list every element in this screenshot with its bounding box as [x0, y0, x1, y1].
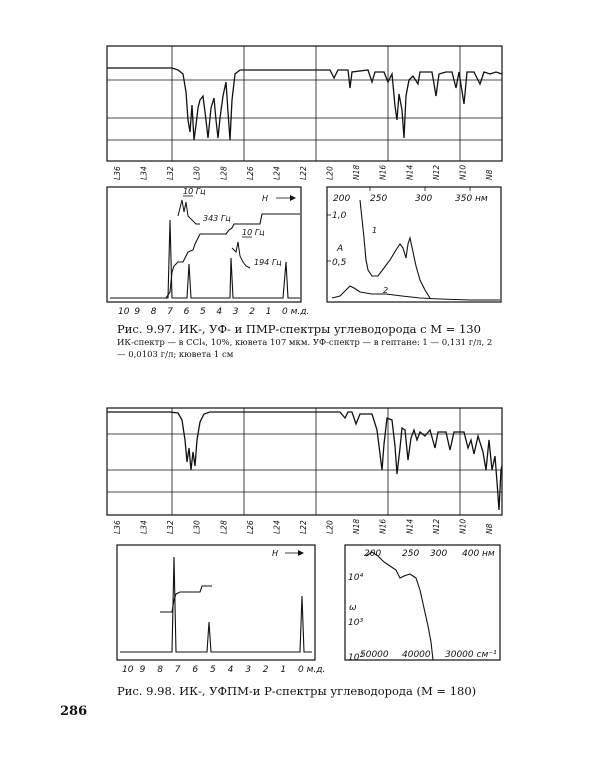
- ir-tick-label: N12: [431, 164, 441, 180]
- ir-tick-label: N12: [431, 518, 441, 534]
- ir-tick-label: N10: [458, 164, 468, 180]
- nmr-tick-label: 9: [139, 665, 146, 675]
- page-number: 286: [60, 704, 88, 719]
- uv-top-tick-label: 300: [430, 549, 448, 559]
- nmr-label-h: H: [272, 549, 279, 558]
- uv-left-tick-label: 0,5: [332, 258, 347, 268]
- nmr-tick-label: 10: [122, 665, 134, 675]
- nmr-tick-label: 9: [134, 307, 141, 317]
- nmr-tick-label: 8: [157, 665, 163, 675]
- uv-bottom-tick-label: 50000: [360, 650, 389, 660]
- uv-left-tick-label: 10³: [348, 618, 364, 628]
- ir-tick-label: N16: [378, 518, 388, 534]
- ir-tick-label: L32: [166, 166, 176, 180]
- uv-bottom-tick-label: 30000 см⁻¹: [445, 650, 497, 660]
- uv-top-tick-label: 200: [333, 194, 351, 204]
- nmr-tick-label: 8: [150, 307, 157, 317]
- figure-97-title: Рис. 9.97. ИК-, УФ- и ПМР-спектры углеводорода с М = 130: [117, 322, 481, 336]
- nmr-tick-label: 1: [280, 665, 287, 675]
- uv-top-tick-label: 200: [364, 549, 382, 559]
- nmr-label-hz4: 194 Гц: [254, 258, 282, 267]
- nmr-tick-label: 5: [210, 665, 216, 675]
- nmr-tick-label: 3: [245, 665, 251, 675]
- uv-left-tick-label: 10²: [348, 653, 364, 663]
- nmr-tick-label: 1: [265, 307, 272, 317]
- nmr-tick-label: 2: [262, 665, 269, 675]
- uv-top-tick-label: 250: [370, 194, 388, 204]
- nmr-tick-label: 4: [216, 307, 223, 317]
- ir-tick-label: L22: [299, 166, 308, 180]
- uv-axis-label: A: [337, 244, 344, 254]
- ir-tick-label: L24: [272, 166, 282, 180]
- ir-tick-label: L32: [166, 520, 176, 534]
- ir-tick-label: N8: [485, 169, 494, 180]
- ir-tick-label: L28: [219, 520, 229, 534]
- ir-tick-label: N18: [352, 164, 362, 180]
- nmr-tick-label: 2: [249, 307, 255, 317]
- ir-tick-label: L36: [113, 166, 122, 180]
- nmr-tick-label: 0 м.д.: [298, 665, 326, 675]
- nmr-tick-label: 4: [227, 665, 234, 675]
- nmr-label-h: H: [262, 194, 269, 203]
- ir-tick-label: L26: [245, 166, 255, 180]
- uv-curve-label-1: 1: [372, 226, 378, 235]
- nmr-tick-label: 5: [200, 307, 206, 317]
- uv-axis-label: ω: [349, 603, 357, 613]
- ir-tick-label: L30: [192, 520, 202, 534]
- ir-tick-label: L28: [219, 166, 229, 180]
- ir-tick-label: L20: [325, 166, 335, 180]
- ir-tick-label: L24: [272, 520, 282, 534]
- ir-tick-label: N18: [352, 518, 362, 534]
- nmr-tick-label: 7: [167, 307, 173, 317]
- uv-top-tick-label: 300: [415, 194, 433, 204]
- nmr-tick-label: 6: [183, 307, 190, 317]
- ir-tick-label: L26: [245, 520, 255, 534]
- nmr-tick-label: 7: [174, 665, 181, 675]
- uv-bottom-tick-label: 40000: [402, 650, 431, 660]
- uv-top-tick-label: 400 нм: [462, 549, 495, 559]
- nmr-tick-label: 10: [118, 307, 130, 317]
- nmr-tick-label: 3: [232, 307, 239, 317]
- uv-left-tick-label: 10⁴: [348, 573, 364, 583]
- figure-97-caption: ИК-спектр — в CCl₄, 10%, кювета 107 мкм. УФ-спектр — в гептане: 1 — 0,131 г/л, 2 — 0,0103 г/л; кювета 1 см: [117, 338, 493, 360]
- ir-tick-label: N14: [405, 164, 415, 180]
- uv-curve-label-2: 2: [383, 286, 389, 295]
- nmr-tick-label: 0 м.д.: [282, 307, 310, 317]
- uv-top-tick-label: 250: [402, 549, 420, 559]
- ir-tick-label: L20: [325, 520, 335, 534]
- figure-98-title: Рис. 9.98. ИК-, УФПМ-и Р-спектры углеводорода (М = 180): [117, 684, 477, 698]
- nmr-tick-label: 6: [192, 665, 199, 675]
- ir-tick-label: L36: [113, 520, 122, 534]
- uv-tick-labels: [348, 549, 497, 663]
- uv-left-tick-label: 1,0: [332, 211, 347, 221]
- ir-tick-label: L30: [192, 166, 202, 180]
- ir-tick-label: L34: [139, 166, 149, 180]
- ir-tick-label: N10: [458, 518, 468, 534]
- ir-tick-label: N8: [485, 523, 494, 534]
- uv-top-tick-label: 350 нм: [455, 194, 488, 204]
- ir-tick-label: N14: [405, 518, 415, 534]
- ir-tick-label: N16: [378, 164, 388, 180]
- ir-tick-label: L34: [139, 520, 149, 534]
- nmr-label-hz2: 343 Гц: [203, 214, 231, 223]
- nmr-label-hz3: 10 Гц: [242, 228, 265, 237]
- nmr-label-hz1: 10 Гц: [183, 187, 206, 196]
- ir-tick-label: L22: [299, 520, 308, 534]
- uv-curve: [366, 552, 433, 660]
